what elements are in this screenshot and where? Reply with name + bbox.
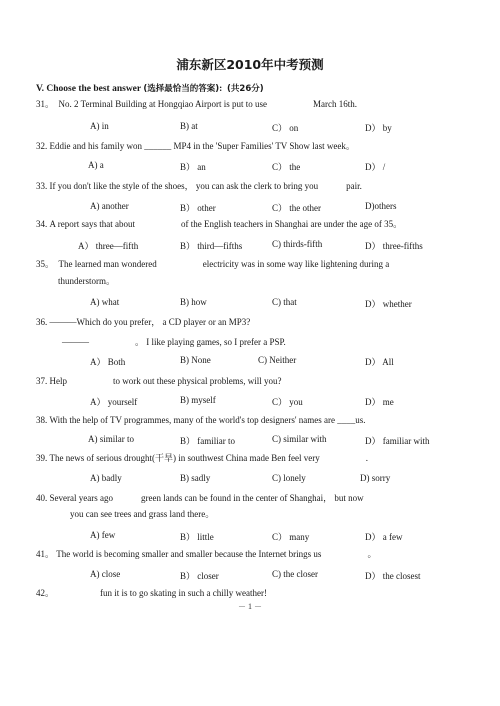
- q32-option-d[interactable]: D） /: [365, 162, 386, 172]
- q40-option-a[interactable]: A) few: [90, 530, 116, 540]
- q39-option-c[interactable]: C) lonely: [272, 473, 306, 483]
- q36-option-a[interactable]: A） Both: [90, 357, 126, 367]
- q31-option-a[interactable]: A) in: [90, 121, 109, 131]
- q35-option-c[interactable]: C) that: [272, 297, 297, 307]
- q31-option-b[interactable]: B) at: [180, 121, 198, 131]
- q37-option-b[interactable]: B) myself: [180, 395, 216, 405]
- q40-option-c[interactable]: C） many: [272, 532, 310, 542]
- q36-option-c[interactable]: C) Neither: [258, 355, 297, 365]
- q37-option-d[interactable]: D） me: [365, 397, 394, 407]
- section-score: (共26分): [227, 84, 264, 94]
- q34-option-d[interactable]: D） three-fifths: [365, 241, 423, 251]
- q37-option-a[interactable]: A） yourself: [90, 397, 138, 407]
- question-36: 36. ———Which do you prefer， a CD player or an MP3?: [36, 317, 251, 327]
- q34-option-b[interactable]: B） third—fifths: [180, 241, 243, 251]
- question-31: 31。 No. 2 Terminal Building at Hongqiao Airport is put to use March 16th.: [36, 99, 357, 109]
- question-39: 39. The news of serious drought(干旱) in southwest China made Ben feel very .: [36, 453, 368, 463]
- q32-option-a[interactable]: A) a: [88, 160, 104, 170]
- question-33: 33. If you don't like the style of the shoes， you can ask the clerk to bring you pair.: [36, 181, 362, 191]
- section-label: V. Choose the best answer: [36, 84, 141, 94]
- page-title: 浦东新区2010年中考预测: [176, 57, 324, 72]
- q39-option-a[interactable]: A) badly: [90, 473, 122, 483]
- q33-option-c[interactable]: C） the other: [272, 203, 321, 213]
- question-40: 40. Several years ago green lands can be found in the center of Shanghai， but now: [36, 493, 364, 503]
- q38-option-a[interactable]: A) similar to: [88, 434, 134, 444]
- q38-option-c[interactable]: C) similar with: [272, 434, 327, 444]
- q39-option-b[interactable]: B) sadly: [180, 473, 211, 483]
- question-42: 42。 fun it is to go skating in such a chilly weather!: [36, 588, 267, 598]
- q35-option-d[interactable]: D） whether: [365, 299, 412, 309]
- q33-option-b[interactable]: B） other: [180, 203, 216, 213]
- q41-option-a[interactable]: A) close: [90, 569, 121, 579]
- q37-option-c[interactable]: C） you: [272, 397, 303, 407]
- q32-option-b[interactable]: B） an: [180, 162, 206, 172]
- q40-option-b[interactable]: B） little: [180, 532, 214, 542]
- question-32: 32. Eddie and his family won ______ MP4 in the 'Super Families' TV Show last week。: [36, 141, 355, 151]
- question-35-continued: thunderstorm。: [58, 276, 115, 286]
- question-34: 34. A report says that about of the English teachers in Shanghai are under the age of 35。: [36, 219, 403, 229]
- question-38: 38. With the help of TV programmes, many of the world's top designers' names are ____us.: [36, 415, 366, 425]
- q38-option-d[interactable]: D） familiar with: [365, 436, 430, 446]
- q39-option-d[interactable]: D) sorry: [360, 473, 391, 483]
- q33-option-a[interactable]: A) another: [90, 201, 129, 211]
- page-number: － 1 －: [238, 602, 262, 611]
- q34-option-c[interactable]: C) thirds-fifth: [272, 239, 323, 249]
- question-41: 41。 The world is becoming smaller and smaller because the Internet brings us 。: [36, 549, 377, 559]
- question-40-continued: you can see trees and grass land there。: [70, 509, 215, 519]
- q34-option-a[interactable]: A） three—fifth: [78, 241, 139, 251]
- section-heading: V. Choose the best answer (选择最恰当的答案): (共26分): [36, 84, 264, 94]
- q35-option-b[interactable]: B) how: [180, 297, 207, 307]
- section-cn: (选择最恰当的答案): [143, 84, 220, 94]
- question-35: 35。 The learned man wondered electricity was in some way like lightening during a: [36, 259, 390, 269]
- q38-option-b[interactable]: B） familiar to: [180, 436, 235, 446]
- q40-option-d[interactable]: D） a few: [365, 532, 403, 542]
- question-36-line2: ——— 。 I like playing games, so I prefer a PSP.: [62, 337, 286, 347]
- q41-option-c[interactable]: C) the closer: [272, 569, 318, 579]
- q36-option-b[interactable]: B) None: [180, 355, 211, 365]
- q31-option-d[interactable]: D） by: [365, 123, 392, 133]
- q36-option-d[interactable]: D） All: [365, 357, 394, 367]
- q32-option-c[interactable]: C） the: [272, 162, 301, 172]
- q41-option-b[interactable]: B） closer: [180, 571, 219, 581]
- q33-option-d[interactable]: D)others: [365, 201, 397, 211]
- q35-option-a[interactable]: A) what: [90, 297, 120, 307]
- question-37: 37. Help to work out these physical problems, will you?: [36, 376, 282, 386]
- q41-option-d[interactable]: D） the closest: [365, 571, 421, 581]
- q31-option-c[interactable]: C） on: [272, 123, 299, 133]
